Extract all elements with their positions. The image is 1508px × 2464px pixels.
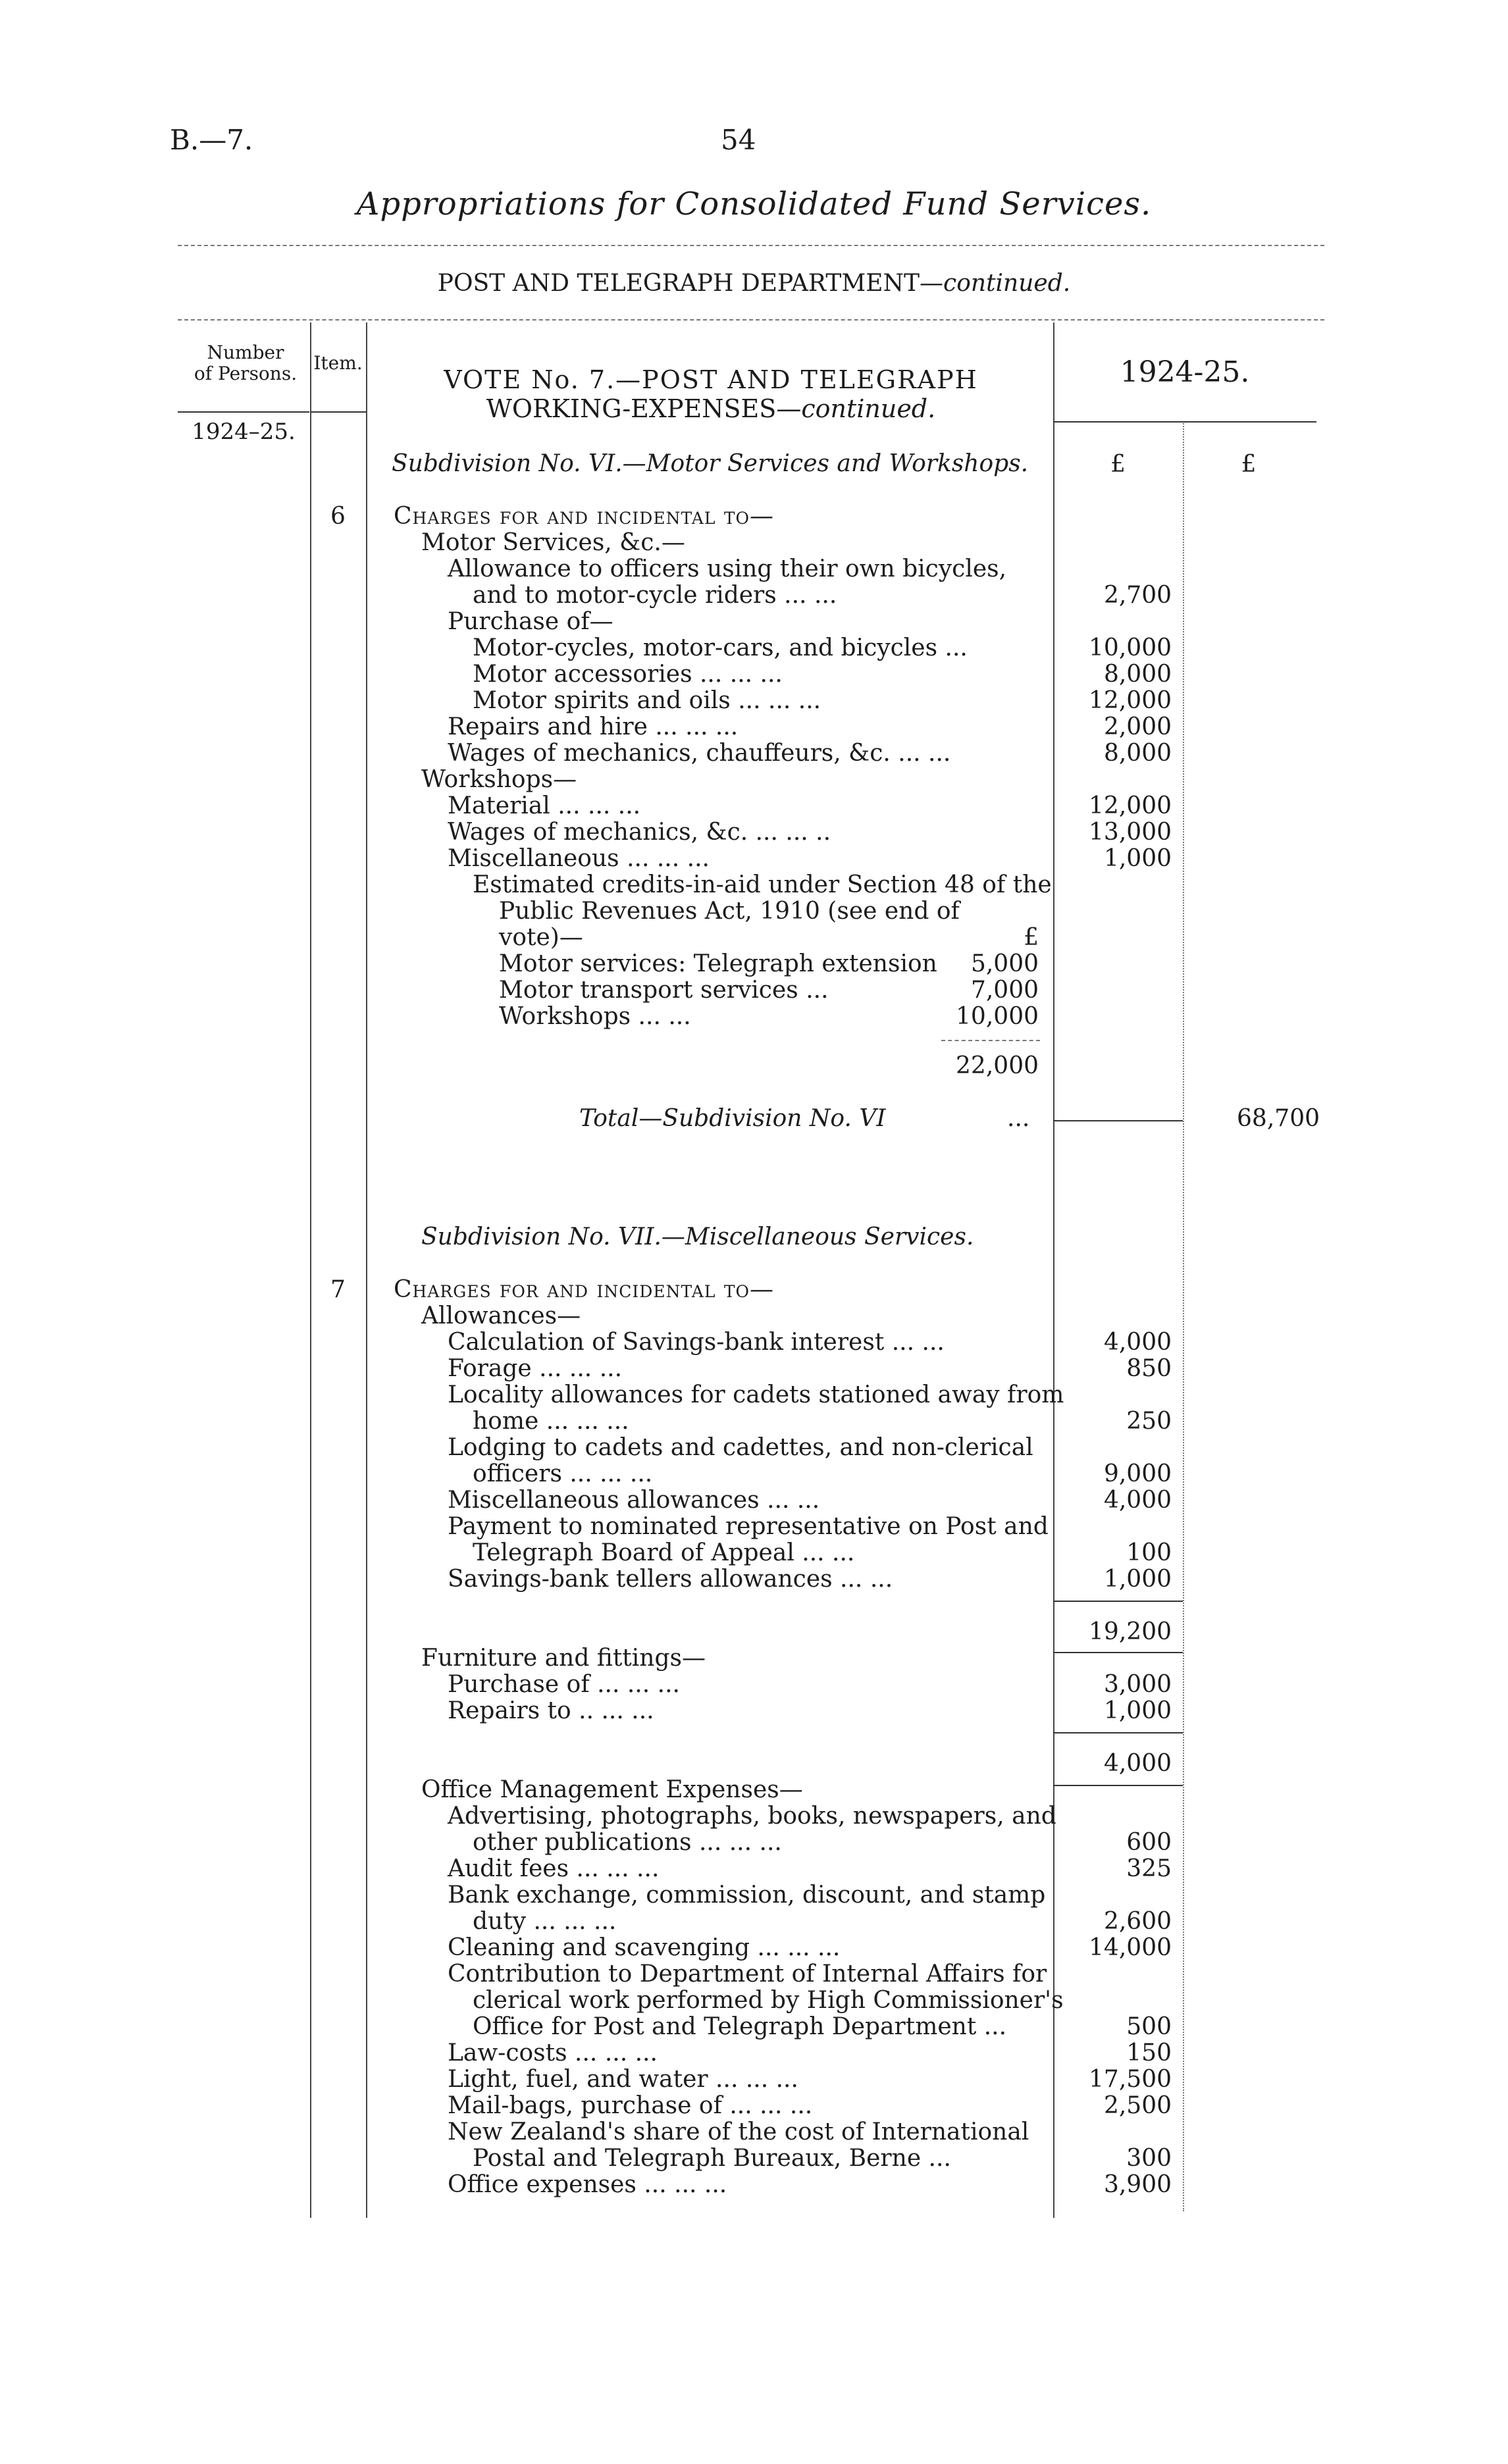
allowances-total: 19,200 xyxy=(1089,1618,1172,1645)
credits-sum-rule xyxy=(941,1040,1040,1041)
amount-cell: 3,900 xyxy=(1103,2171,1172,2198)
header-rule-item xyxy=(310,411,366,413)
divider xyxy=(178,245,1324,246)
column-rule-amount-mid xyxy=(1183,421,1184,2211)
list-item: Audit fees ... ... ... xyxy=(448,1855,660,1882)
list-item: Miscellaneous allowances ... ... xyxy=(448,1487,820,1514)
amount-cell: 2,600 xyxy=(1103,1908,1172,1935)
column-header-number-line2: of Persons. xyxy=(194,363,298,384)
column-rule-item-right xyxy=(366,322,367,2218)
furniture-sum-rule xyxy=(1053,1732,1183,1733)
list-item: officers ... ... ... xyxy=(473,1460,653,1487)
credits-note-line1: Estimated credits-in-aid under Section 48 of the xyxy=(473,871,1052,898)
furniture-total: 4,000 xyxy=(1103,1750,1172,1777)
column-header-year-left: 1924–25. xyxy=(192,419,296,445)
credit-label: Motor services: Telegraph extension xyxy=(499,950,937,977)
vote-title-line1: VOTE No. 7.—POST AND TELEGRAPH xyxy=(444,365,978,394)
amount-cell: 325 xyxy=(1126,1855,1172,1882)
subdivision-vi-total-value: 68,700 xyxy=(1237,1105,1320,1132)
list-item: Law-costs ... ... ... xyxy=(448,2040,658,2066)
list-item: home ... ... ... xyxy=(473,1408,629,1435)
list-item: duty ... ... ... xyxy=(473,1908,617,1935)
credit-amount: 10,000 xyxy=(956,1003,1039,1030)
amount-cell: 850 xyxy=(1126,1355,1172,1382)
list-item: Office for Post and Telegraph Department ... xyxy=(473,2013,1007,2040)
list-item: Workshops— xyxy=(421,766,577,793)
furniture-heading: Furniture and fittings— xyxy=(421,1645,706,1672)
amount-cell: 12,000 xyxy=(1089,792,1172,819)
list-item: Contribution to Department of Internal Affairs for xyxy=(448,1961,1047,1988)
list-item: Telegraph Board of Appeal ... ... xyxy=(473,1539,855,1566)
amount-cell: 14,000 xyxy=(1089,1934,1172,1961)
amount-cell: 13,000 xyxy=(1089,819,1172,846)
furniture-total-rule xyxy=(1053,1785,1183,1786)
list-item: Purchase of ... ... ... xyxy=(448,1671,680,1698)
credits-note-line2: Public Revenues Act, 1910 (see end of xyxy=(499,898,960,925)
credit-label: Motor transport services ... xyxy=(499,977,829,1004)
list-item: New Zealand's share of the cost of International xyxy=(448,2118,1029,2145)
list-item: Cleaning and scavenging ... ... ... xyxy=(448,1934,841,1961)
amount-cell: 1,000 xyxy=(1103,1697,1172,1724)
amount-cell: 600 xyxy=(1126,1829,1172,1856)
list-item: clerical work performed by High Commissioner's xyxy=(473,1987,1064,2014)
amount-cell: 2,000 xyxy=(1103,713,1172,740)
subdivision-vii-heading: Subdivision No. VII.—Miscellaneous Services. xyxy=(421,1223,974,1250)
pound-sign-right: £ xyxy=(1241,451,1257,478)
credit-amount: 7,000 xyxy=(970,977,1039,1004)
charges-heading-vi: Charges for and incidental to— xyxy=(394,503,775,530)
list-item: Wages of mechanics, chauffeurs, &c. ... ... xyxy=(448,740,951,767)
list-item: Lodging to cadets and cadettes, and non-clerical xyxy=(448,1434,1033,1461)
credits-note-line3: vote)— xyxy=(499,924,583,951)
list-item: Motor accessories ... ... ... xyxy=(473,661,783,688)
page-number: 54 xyxy=(721,124,756,156)
list-item: Mail-bags, purchase of ... ... ... xyxy=(448,2092,813,2119)
amount-cell: 250 xyxy=(1126,1408,1172,1435)
amount-cell: 300 xyxy=(1126,2145,1172,2172)
amount-cell: 8,000 xyxy=(1103,661,1172,688)
amount-cell: 9,000 xyxy=(1103,1460,1172,1487)
page-title: Appropriations for Consolidated Fund Services. xyxy=(356,186,1152,222)
vote-title-continued: —continued. xyxy=(776,394,936,423)
item-number-7: 7 xyxy=(330,1276,346,1303)
office-heading: Office Management Expenses— xyxy=(421,1776,803,1803)
header-rule-left xyxy=(178,411,309,413)
charges-heading-vii: Charges for and incidental to— xyxy=(394,1276,775,1303)
amount-cell: 100 xyxy=(1126,1539,1172,1566)
vote-title-line2 xyxy=(382,394,1040,423)
list-item: and to motor-cycle riders ... ... xyxy=(473,582,837,609)
list-item: Office expenses ... ... ... xyxy=(448,2171,727,2198)
department-continued: —continued. xyxy=(920,270,1071,297)
list-item: Calculation of Savings-bank interest ... ... xyxy=(448,1329,945,1356)
credit-label: Workshops ... ... xyxy=(499,1003,691,1030)
amount-cell: 1,000 xyxy=(1103,845,1172,872)
column-header-number-line1: Number xyxy=(207,342,284,363)
list-item: Light, fuel, and water ... ... ... xyxy=(448,2066,798,2093)
amount-cell: 1,000 xyxy=(1103,1566,1172,1593)
allowances-sum-rule xyxy=(1053,1601,1183,1602)
column-header-item: Item. xyxy=(313,352,363,374)
allowances-heading: Allowances— xyxy=(421,1302,581,1329)
amount-cell: 8,000 xyxy=(1103,740,1172,767)
list-item: Motor Services, &c.— xyxy=(421,529,685,556)
list-item: Wages of mechanics, &c. ... ... .. xyxy=(448,819,831,846)
amount-cell: 12,000 xyxy=(1089,687,1172,714)
credits-pound-sign: £ xyxy=(1024,924,1039,951)
list-item: Repairs and hire ... ... ... xyxy=(448,713,739,740)
list-item: Postal and Telegraph Bureaux, Berne ... xyxy=(473,2145,951,2172)
list-item: Payment to nominated representative on Post and xyxy=(448,1513,1049,1540)
list-item: Miscellaneous ... ... ... xyxy=(448,845,710,872)
vote-title-expenses: WORKING-EXPENSES xyxy=(486,394,777,423)
divider xyxy=(178,319,1324,321)
column-header-year-right: 1924-25. xyxy=(1120,355,1250,389)
list-item: Material ... ... ... xyxy=(448,792,641,819)
department-name: POST AND TELEGRAPH DEPARTMENT xyxy=(437,270,920,297)
department-heading xyxy=(0,270,1508,297)
list-item: Motor-cycles, motor-cars, and bicycles ... xyxy=(473,634,968,661)
subdivision-vi-total-label: Total—Subdivision No. VI xyxy=(579,1105,886,1132)
subdivision-vi-total-dots: ... xyxy=(1007,1105,1030,1132)
subdivision-vi-heading: Subdivision No. VI.—Motor Services and Workshops. xyxy=(392,450,1029,477)
header-rule-right xyxy=(1053,421,1316,423)
vote-title xyxy=(382,365,1040,423)
item-number-6: 6 xyxy=(330,503,346,530)
list-item: Forage ... ... ... xyxy=(448,1355,623,1382)
amount-cell: 10,000 xyxy=(1089,634,1172,661)
amount-cell: 2,500 xyxy=(1103,2092,1172,2119)
amount-cell: 4,000 xyxy=(1103,1487,1172,1514)
list-item: other publications ... ... ... xyxy=(473,1829,782,1856)
amount-cell: 500 xyxy=(1126,2013,1172,2040)
page-ref: B.—7. xyxy=(170,124,253,156)
pound-sign-left: £ xyxy=(1110,451,1126,478)
credit-amount: 5,000 xyxy=(970,950,1039,977)
amount-cell: 3,000 xyxy=(1103,1671,1172,1698)
amount-cell: 17,500 xyxy=(1089,2066,1172,2093)
list-item: Bank exchange, commission, discount, and stamp xyxy=(448,1882,1046,1909)
list-item: Locality allowances for cadets stationed away from xyxy=(448,1381,1064,1408)
amount-cell: 2,700 xyxy=(1103,582,1172,609)
amount-cell: 150 xyxy=(1126,2040,1172,2066)
list-item: Purchase of— xyxy=(448,608,613,635)
list-item: Repairs to .. ... ... xyxy=(448,1697,654,1724)
list-item: Savings-bank tellers allowances ... ... xyxy=(448,1566,893,1593)
list-item: Advertising, photographs, books, newspapers, and xyxy=(448,1803,1056,1830)
amount-cell: 4,000 xyxy=(1103,1329,1172,1356)
column-rule-item-left xyxy=(310,322,311,2218)
total-vi-rule xyxy=(1053,1120,1183,1121)
list-item: Allowance to officers using their own bicycles, xyxy=(448,555,1007,582)
column-header-number xyxy=(183,342,308,384)
list-item: Motor spirits and oils ... ... ... xyxy=(473,687,821,714)
allowances-total-rule xyxy=(1053,1652,1183,1653)
credits-total: 22,000 xyxy=(956,1052,1039,1079)
